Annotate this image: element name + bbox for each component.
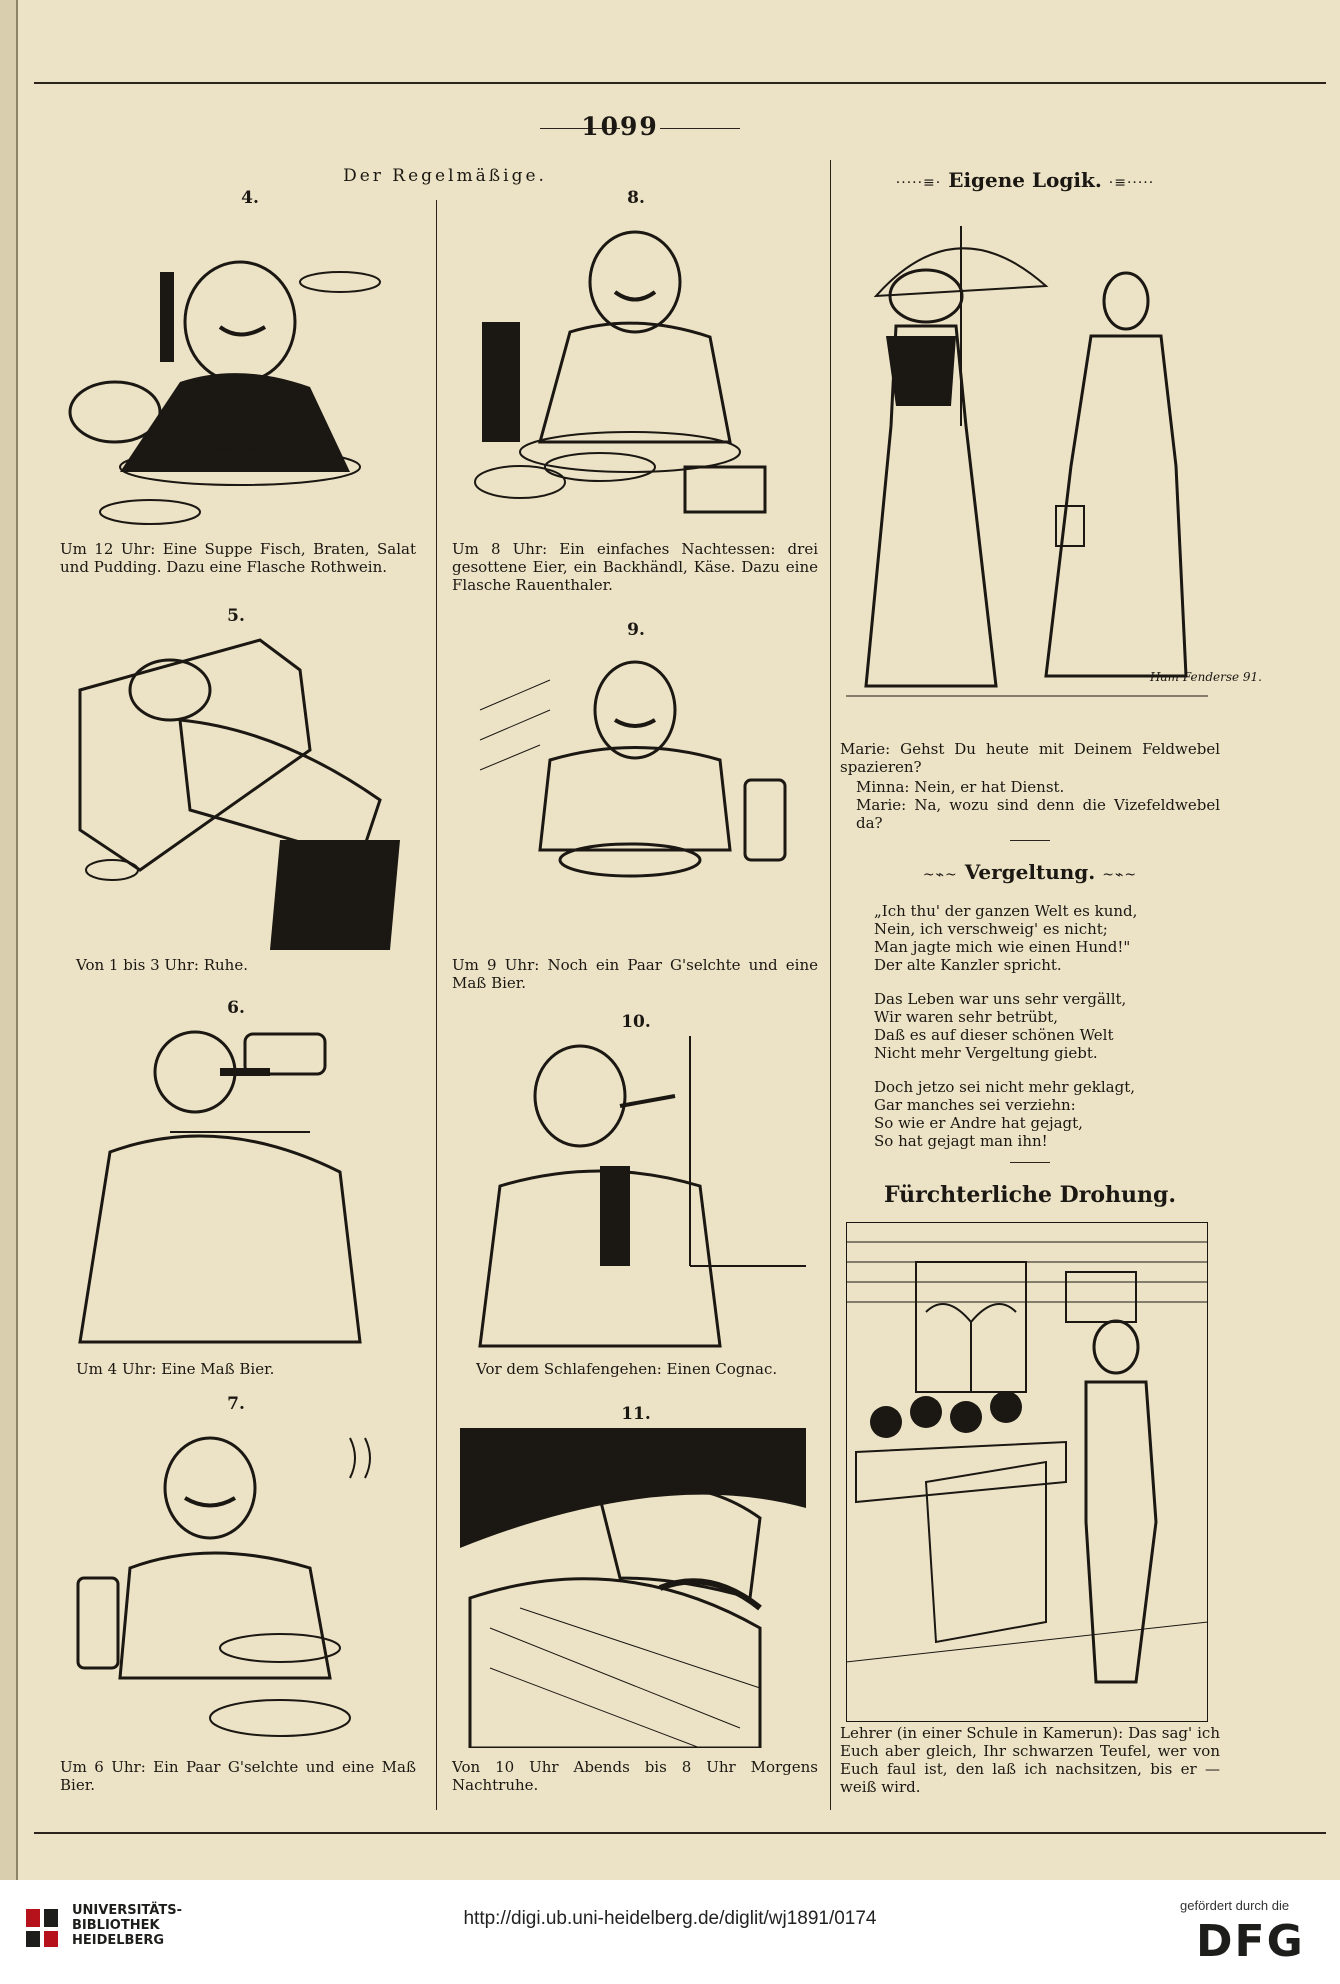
panel-number: 10. <box>621 1012 651 1032</box>
panel-number: 7. <box>227 1394 245 1414</box>
panel-caption: Von 10 Uhr Abends bis 8 Uhr Morgens Nachtruhe. <box>452 1758 818 1794</box>
page-number-rule-right <box>660 128 740 129</box>
poem-line: Daß es auf dieser schönen Welt <box>874 1026 1114 1044</box>
poem-line: So hat gejagt man ihn! <box>874 1132 1048 1150</box>
panel-number: 11. <box>621 1404 651 1424</box>
illustration-beer <box>60 1022 412 1352</box>
illustration-school <box>846 1222 1208 1722</box>
panel-number: 9. <box>627 620 645 640</box>
panel-caption: Um 6 Uhr: Ein Paar G'selchte und eine Maß Bier. <box>60 1758 416 1794</box>
illustration-sausages <box>470 650 806 950</box>
library-footer <box>0 1880 1340 1984</box>
panel-caption: Um 4 Uhr: Eine Maß Bier. <box>76 1360 275 1378</box>
vergeltung-heading: ~⌁~ Vergeltung. ~⌁~ <box>922 860 1138 884</box>
library-line: BIBLIOTHEK <box>72 1918 160 1933</box>
logik-line: Marie: Gehst Du heute mit Deinem Feldwebel spazieren? <box>840 740 1220 776</box>
separator <box>1010 1162 1050 1163</box>
poem-line: So wie er Andre hat gejagt, <box>874 1114 1083 1132</box>
poem-line: Das Leben war uns sehr vergällt, <box>874 990 1127 1008</box>
page-edge <box>0 0 18 1880</box>
funded-by-text: gefördert durch die <box>1180 1898 1290 1913</box>
panel-caption: Von 1 bis 3 Uhr: Ruhe. <box>76 956 248 974</box>
logik-line: Marie: Na, wozu sind denn die Vizefeldwebel da? <box>856 796 1220 832</box>
poem-stanza-1 <box>874 902 1137 974</box>
column-rule <box>436 200 437 1810</box>
drohung-title: Fürchterliche Drohung. <box>883 1182 1177 1208</box>
panel-caption: Um 12 Uhr: Eine Suppe Fisch, Braten, Salat und Pudding. Dazu eine Flasche Rothwein. <box>60 540 416 576</box>
illustration-cognac <box>460 1036 806 1352</box>
drohung-caption: Lehrer (in einer Schule in Kamerun): Das sag' ich Euch aber gleich, Ihr schwarzen Teufel, wer von Euch faul ist, den laß ich nachsitzen, bis er — weiß wird. <box>840 1724 1220 1796</box>
source-url-link[interactable]: http://digi.ub.uni-heidelberg.de/diglit/wj1891/0174 <box>463 1908 877 1929</box>
poem-line: Man jagte mich wie einen Hund!" <box>874 938 1131 956</box>
panel-number: 6. <box>227 998 245 1018</box>
panel-caption: Um 9 Uhr: Noch ein Paar G'selchte und eine Maß Bier. <box>452 956 818 992</box>
poem-stanza-2 <box>874 990 1126 1062</box>
logik-line: Minna: Nein, er hat Dienst. <box>856 778 1065 796</box>
poem-stanza-3 <box>874 1078 1135 1150</box>
column-rule <box>830 160 831 1810</box>
poem-line: Doch jetzo sei nicht mehr geklagt, <box>874 1078 1136 1096</box>
illustration-supper <box>460 212 806 532</box>
library-line: HEIDELBERG <box>72 1933 165 1948</box>
page-number: 1099 <box>581 112 659 141</box>
library-name <box>72 1903 182 1948</box>
panel-caption: Um 8 Uhr: Ein einfaches Nachtessen: drei gesottene Eier, ein Backhändl, Käse. Dazu eine Flasche Rauenthaler. <box>452 540 818 594</box>
separator <box>1010 840 1050 841</box>
illustration-dinner <box>60 1418 412 1748</box>
dfg-logo: DFG <box>1196 1916 1305 1967</box>
illustration-lunch <box>60 212 412 532</box>
illustration-sleep <box>460 1428 806 1748</box>
poem-line: Nicht mehr Vergeltung giebt. <box>874 1044 1098 1062</box>
library-line: UNIVERSITÄTS- <box>72 1903 182 1918</box>
panel-caption: Vor dem Schlafengehen: Einen Cognac. <box>476 1360 778 1378</box>
illustration-rest <box>60 630 412 950</box>
logik-title: Eigene Logik. <box>948 168 1102 192</box>
artist-signature: Ham Fenderse 91. <box>1150 670 1262 684</box>
panel-number: 4. <box>241 188 259 208</box>
panel-number: 8. <box>627 188 645 208</box>
poem-line: Wir waren sehr betrübt, <box>874 1008 1059 1026</box>
logik-heading: ·····≡· Eigene Logik. ·≡····· <box>895 168 1155 192</box>
poem-line: Der alte Kanzler spricht. <box>874 956 1062 974</box>
poem-line: „Ich thu' der ganzen Welt es kund, <box>874 902 1138 920</box>
poem-line: Gar manches sei verziehn: <box>874 1096 1076 1114</box>
vergeltung-title: Vergeltung. <box>964 860 1096 884</box>
panel-number: 5. <box>227 606 245 626</box>
series-title: Der Regelmäßige. <box>343 166 547 186</box>
illustration-two-women <box>846 206 1208 706</box>
library-logo-icon <box>22 1905 62 1951</box>
poem-line: Nein, ich verschweig' es nicht; <box>874 920 1108 938</box>
